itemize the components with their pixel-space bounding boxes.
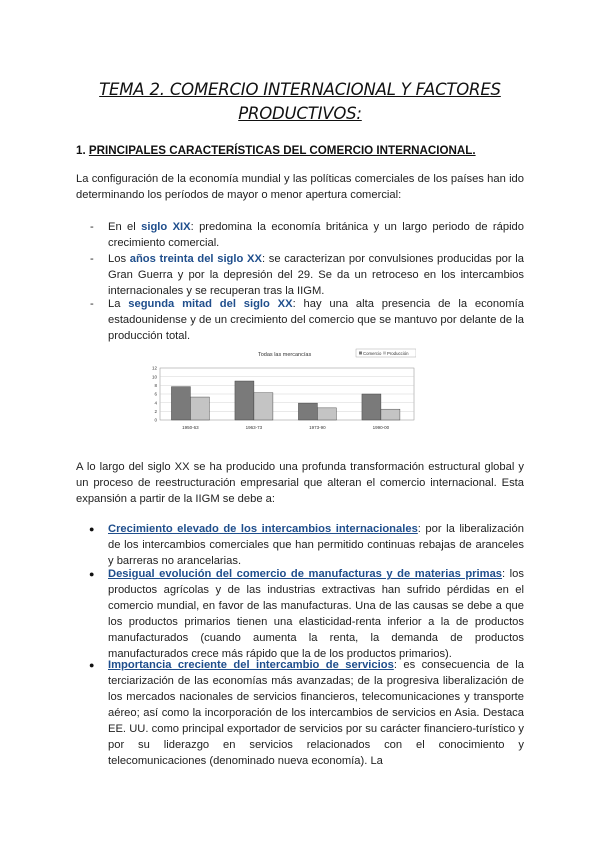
intro-paragraph: La configuración de la economía mundial y las políticas comerciales de los países han ido determinando los períodos de mayor o menor apertura comercial: [76, 173, 524, 201]
bar-produccin-0 [190, 397, 209, 420]
legend-swatch-produccion [383, 352, 386, 355]
chart-svg [146, 343, 416, 435]
bullet-item-1: Crecimiento elevado de los intercambios internacionales: por la liberalización de los intercambios comerciales que han permitido continuas rebajas de aranceles y barreras no arancelarias. [108, 523, 524, 567]
section-number: 1. [76, 144, 86, 157]
dash-marker: - [90, 298, 94, 310]
bar-comercio-3 [362, 394, 381, 420]
keyword: Importancia creciente del intercambio de servicios [108, 659, 394, 671]
bar-produccin-1 [254, 393, 273, 420]
legend-label-produccion: Producción [387, 350, 409, 356]
bar-produccin-3 [381, 409, 400, 420]
bullet-marker: ● [89, 569, 95, 579]
y-tick-label: 10 [151, 374, 157, 380]
bullet-item-3: Importancia creciente del intercambio de servicios: es consecuencia de la terciarización de las economías más avanzadas; de la progresiva liberalización de los mercados nacionales de servicios financieros, telecomunicaciones y transporte aéreo; así como la incorporación de los intercambios de servicios en Asia. Destaca EE. UU. como principal exportador de servicios por su carácter financiero-turístico y por su liderazgo en servicios relacionados con el conocimiento y telecomunicaciones (denominado nueva economía). La [108, 659, 524, 767]
y-tick-label: 2 [154, 408, 157, 414]
y-tick-label: 0 [154, 417, 157, 423]
keyword: Desigual evolución del comercio de manufacturas y de materias primas [108, 568, 503, 580]
dash-item-1: En el siglo XIX: predomina la economía británica y un largo periodo de rápido crecimiento comercial. [108, 221, 525, 249]
dash-marker: - [90, 221, 94, 233]
y-tick-label: 8 [154, 382, 157, 388]
bar-comercio-1 [235, 381, 254, 420]
bar-produccin-2 [317, 408, 336, 420]
bullet-marker: ● [89, 660, 95, 670]
bar-comercio-2 [298, 403, 317, 420]
legend-swatch-comercio [359, 352, 362, 355]
paragraph-2: A lo largo del siglo XX se ha producido una profunda transformación estructural global y un proceso de reestructuración empresarial que alteran el comercio internacional. Esta expansión a partir de la IIGM se debe a: [76, 461, 524, 505]
doc-title-line2: PRODUCTIVOS: [238, 104, 362, 123]
doc-title-line1: TEMA 2. COMERCIO INTERNACIONAL Y FACTORES [99, 80, 501, 99]
legend-label-comercio: Comercio [363, 350, 382, 356]
bar-comercio-0 [171, 387, 190, 420]
y-tick-label: 4 [154, 400, 157, 406]
bullet-marker: ● [89, 524, 95, 534]
y-tick-label: 6 [154, 391, 157, 397]
y-tick-label: 12 [151, 365, 157, 371]
keyword: siglo XIX [141, 221, 191, 233]
section-heading-text: PRINCIPALES CARACTERÍSTICAS DEL COMERCIO INTERNACIONAL. [88, 144, 476, 157]
bar-chart [146, 343, 416, 435]
dash-item-3: La segunda mitad del siglo XX: hay una alta presencia de la economía estadounidense y de un crecimiento del comercio que se mantuvo por delante de la producción total. [108, 298, 525, 342]
keyword: años treinta del siglo XX [129, 253, 262, 265]
chart-title: Todas las mercancías [258, 352, 312, 358]
dash-marker: - [90, 253, 94, 265]
bullet-item-2: Desigual evolución del comercio de manufacturas y de materias primas: los productos agrícolas y de las industrias extractivas han sufrido pérdidas en el comercio mundial, en favor de las manufacturas. Una de las causas se debe a que los productos primarios tienen una elasticidad-renta inferior a la de productos manufacturados (cuando aumenta la renta, la demanda de productos manufacturados crece más rápido que la de los productos primarios). [108, 568, 524, 660]
x-tick-label: 1950-63 [182, 425, 199, 430]
x-tick-label: 1963-73 [245, 425, 263, 430]
section-heading [76, 144, 476, 157]
keyword: Crecimiento elevado de los intercambios internacionales [108, 523, 418, 535]
x-tick-label: 1990-00 [372, 425, 390, 430]
x-tick-label: 1973-90 [309, 425, 326, 430]
dash-item-2: Los años treinta del siglo XX: se caracterizan por convulsiones producidas por la Gran Guerra y por la depresión del 29. Se da un retroceso en los intercambios internacionales y se recuperan tras la IIGM. [108, 253, 524, 297]
keyword: segunda mitad del siglo XX [128, 298, 293, 310]
